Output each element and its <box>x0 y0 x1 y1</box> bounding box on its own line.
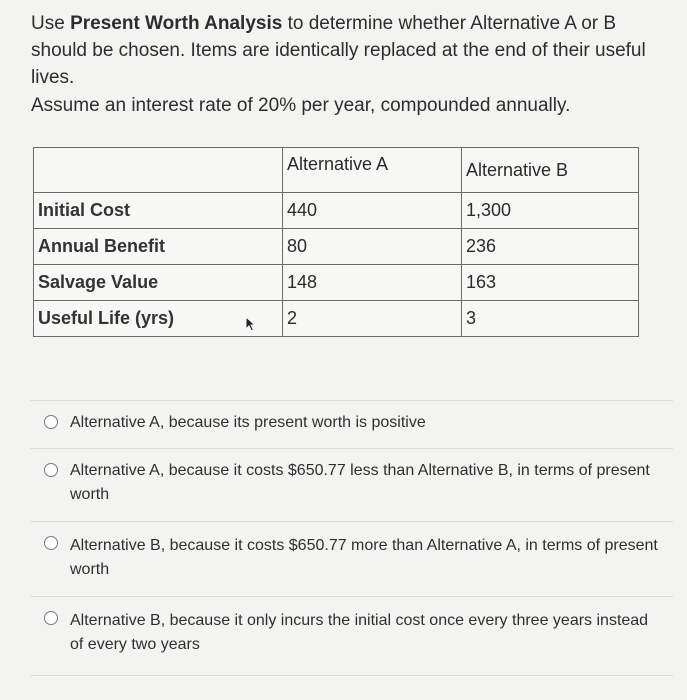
table-row <box>34 229 639 265</box>
option-text: Alternative A, because its present worth is positive <box>70 414 426 431</box>
header-alternative-a: Alternative A <box>283 148 462 193</box>
radio-button-icon[interactable] <box>44 463 58 477</box>
cell-alternative-a: 440 <box>283 193 462 229</box>
cell-alternative-b: 1,300 <box>462 193 639 229</box>
answer-option[interactable] <box>30 596 673 676</box>
cell-alternative-a: 2 <box>283 301 462 337</box>
mouse-pointer-icon <box>245 316 259 332</box>
cell-alternative-b: 163 <box>462 265 639 301</box>
question-emphasis: Present Worth Analysis <box>70 13 283 34</box>
option-text: Alternative B, because it costs $650.77 more than Alternative A, in terms of present worth <box>70 537 658 578</box>
row-label: Salvage Value <box>34 265 283 301</box>
row-label: Initial Cost <box>34 193 283 229</box>
radio-button-icon[interactable] <box>44 611 58 625</box>
row-label: Annual Benefit <box>34 229 283 265</box>
table-row <box>34 301 639 337</box>
row-label: Useful Life (yrs) <box>34 301 283 337</box>
option-text: Alternative A, because it costs $650.77 less than Alternative B, in terms of present worth <box>70 462 650 503</box>
answer-options <box>30 400 673 676</box>
answer-option[interactable] <box>30 400 673 448</box>
table-row <box>34 265 639 301</box>
cell-alternative-b: 3 <box>462 301 639 337</box>
question-text <box>31 10 671 119</box>
cell-alternative-a: 148 <box>283 265 462 301</box>
table-row <box>34 193 639 229</box>
question-assumption: Assume an interest rate of 20% per year, compounded annually. <box>31 95 571 116</box>
alternatives-table <box>33 147 639 337</box>
radio-button-icon[interactable] <box>44 415 58 429</box>
option-text: Alternative B, because it only incurs the initial cost once every three years instead of every two years <box>70 612 649 653</box>
cell-alternative-b: 236 <box>462 229 639 265</box>
table-header-row <box>34 148 639 193</box>
answer-option[interactable] <box>30 448 673 521</box>
header-cell-blank <box>34 148 283 193</box>
radio-button-icon[interactable] <box>44 536 58 550</box>
header-alternative-b: Alternative B <box>462 148 639 193</box>
question-instructions: Use Present Worth Analysis to determine whether Alternative A or B should be chosen. Items are identically replaced at the end of their useful lives. <box>31 13 646 88</box>
answer-option[interactable] <box>30 521 673 596</box>
cell-alternative-a: 80 <box>283 229 462 265</box>
